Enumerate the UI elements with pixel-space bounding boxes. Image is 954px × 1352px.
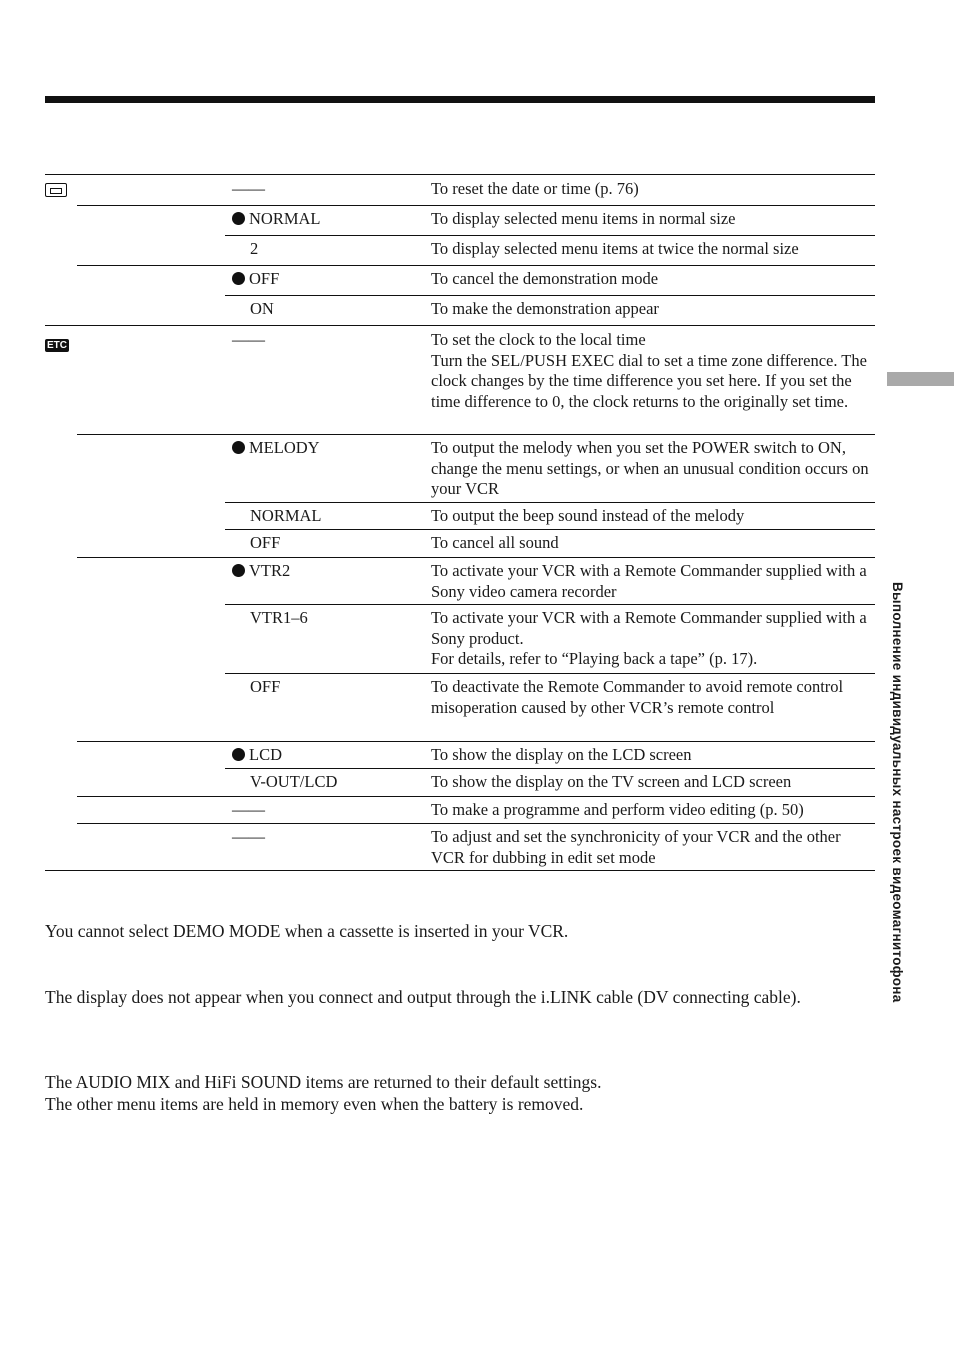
setting-meaning: To output the beep sound instead of the melody xyxy=(431,506,745,525)
table-row xyxy=(45,741,875,768)
setting-meaning: To set the clock to the local time Turn the SEL/PUSH EXEC dial to set a time zone difference. The clock changes by the time difference you set here. If you set the time difference to 0, the clock returns to the originally set time. xyxy=(431,330,867,411)
setting-value: OFF xyxy=(250,533,281,552)
setup-menu-icon xyxy=(45,182,67,203)
table-row xyxy=(45,502,875,529)
setting-value: —— xyxy=(232,179,265,198)
setting-meaning: To make a programme and perform video editing (p. 50) xyxy=(431,800,804,819)
table-row xyxy=(45,175,875,205)
setting-meaning: To activate your VCR with a Remote Commander supplied with a Sony video camera recorder xyxy=(431,561,867,601)
table-row xyxy=(45,325,875,434)
table-row xyxy=(45,434,875,502)
setting-value: —— xyxy=(232,827,265,846)
setting-meaning: To cancel the demonstration mode xyxy=(431,269,659,288)
setting-value: —— xyxy=(232,800,265,819)
setting-value: —— xyxy=(232,330,265,349)
setting-meaning: To adjust and set the synchronicity of your VCR and the other VCR for dubbing in edit set mode xyxy=(431,827,841,867)
side-section-title: Выполнение индивидуальных настроек видеомагнитофона xyxy=(890,582,905,1003)
table-row xyxy=(45,295,875,325)
default-bullet-icon xyxy=(232,441,245,454)
table-row xyxy=(45,529,875,557)
setting-value: OFF xyxy=(249,269,280,288)
default-bullet-icon xyxy=(232,564,245,577)
setting-value: V-OUT/LCD xyxy=(250,772,338,791)
setting-meaning: To display selected menu items in normal size xyxy=(431,209,736,228)
setting-value: VTR2 xyxy=(249,561,291,580)
setting-meaning: To display selected menu items at twice the normal size xyxy=(431,239,799,258)
setting-value: OFF xyxy=(250,677,281,696)
table-row xyxy=(45,823,875,870)
setting-meaning: To deactivate the Remote Commander to avoid remote control misoperation caused by other VCR’s remote control xyxy=(431,677,844,717)
setting-meaning: To output the melody when you set the POWER switch to ON, change the menu settings, or when an unusual condition occurs on your VCR xyxy=(431,438,869,498)
etc-menu-icon: ETC xyxy=(47,340,67,351)
setting-value: ON xyxy=(250,299,274,318)
menu-settings-table xyxy=(45,174,875,871)
default-bullet-icon xyxy=(232,272,245,285)
table-row xyxy=(45,604,875,673)
note-demo-mode: You cannot select DEMO MODE when a cassette is inserted in your VCR. xyxy=(45,921,569,941)
setting-meaning: To show the display on the LCD screen xyxy=(431,745,692,764)
table-row xyxy=(45,235,875,265)
setting-meaning: To make the demonstration appear xyxy=(431,299,659,318)
table-row xyxy=(45,768,875,796)
setting-value: 2 xyxy=(250,239,259,258)
setting-value: VTR1–6 xyxy=(250,608,308,627)
setting-meaning: To cancel all sound xyxy=(431,533,559,552)
table-row xyxy=(45,265,875,295)
setting-meaning: To show the display on the TV screen and LCD screen xyxy=(431,772,792,791)
setting-value: LCD xyxy=(249,745,282,764)
table-row xyxy=(45,796,875,823)
setting-value: NORMAL xyxy=(249,209,321,228)
note-ilink-display: The display does not appear when you connect and output through the i.LINK cable (DV connecting cable). xyxy=(45,987,801,1007)
note-memory: The AUDIO MIX and HiFi SOUND items are returned to their default settings. The other menu items are held in memory even when the battery is removed. xyxy=(45,1072,602,1114)
default-bullet-icon xyxy=(232,748,245,761)
setting-value: NORMAL xyxy=(250,506,322,525)
setting-meaning: To reset the date or time (p. 76) xyxy=(431,179,639,198)
section-tab-marker xyxy=(887,372,954,386)
setting-meaning: To activate your VCR with a Remote Commander supplied with a Sony product. For details, refer to “Playing back a tape” (p. 17). xyxy=(431,608,867,668)
table-row xyxy=(45,673,875,741)
table-row xyxy=(45,557,875,604)
default-bullet-icon xyxy=(232,212,245,225)
setting-value: MELODY xyxy=(249,438,320,457)
table-row xyxy=(45,205,875,235)
header-rule xyxy=(45,96,875,103)
